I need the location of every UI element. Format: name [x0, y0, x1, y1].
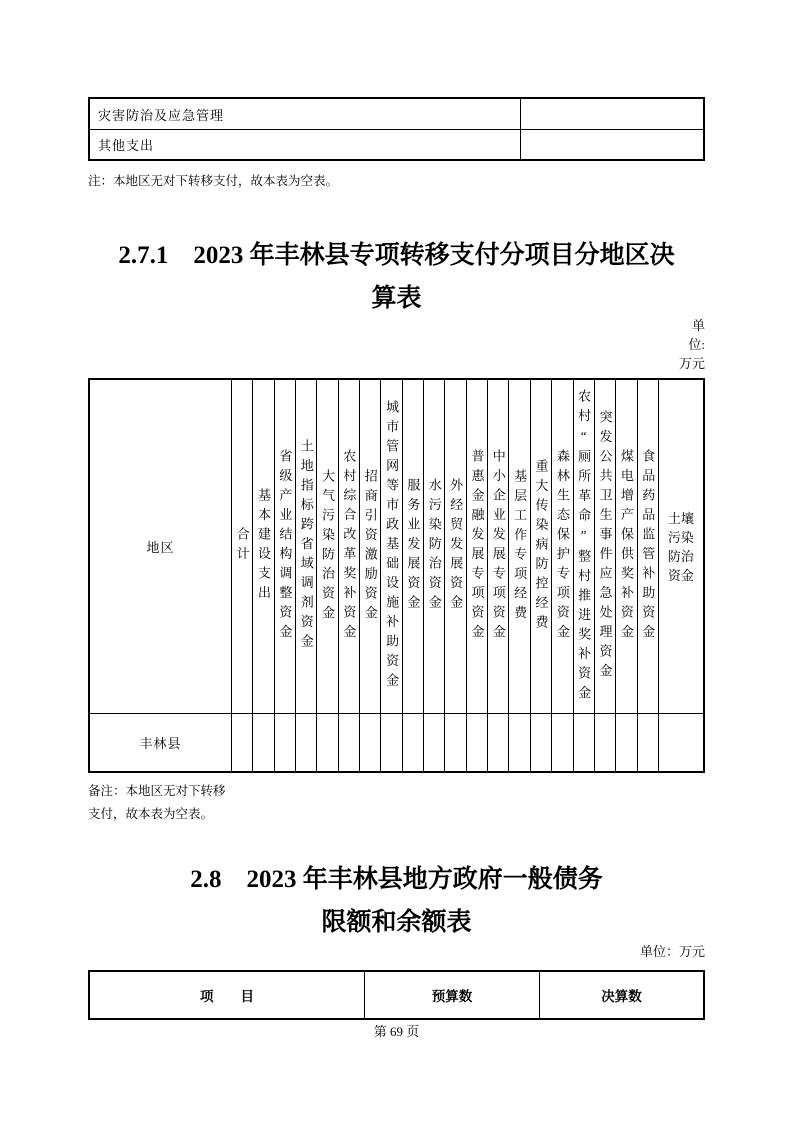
empty-data-cell: [594, 714, 615, 771]
column-header-cell: [295, 380, 316, 713]
column-header-label: 服务业发展资金: [405, 478, 421, 615]
column-header-label: 农村综合改革奖补资金: [341, 449, 357, 644]
column-header-cell: [423, 380, 444, 713]
column-header-cell: [508, 380, 529, 713]
empty-value-cell: [520, 99, 703, 129]
column-header-label: 水污染防治资金: [426, 478, 442, 615]
column-header-cell: [594, 380, 615, 713]
section-28-title: [88, 858, 705, 944]
transfer-table-data-row: [90, 713, 703, 771]
column-header-cell: [444, 380, 465, 713]
column-header-label: 森林生态保护专项资金: [554, 449, 570, 644]
empty-data-cell: [466, 714, 487, 771]
empty-data-cell: [402, 714, 423, 771]
column-header-label: 食品药品监管补助资金: [640, 449, 656, 644]
column-header-label: 合计: [234, 527, 250, 566]
column-header-label: 城市管网等市政基础设施补助资金: [384, 400, 400, 693]
empty-data-cell: [658, 714, 703, 771]
transfer-table-note-line2: 支付，故本表为空表。: [88, 807, 214, 821]
empty-data-cell: [487, 714, 508, 771]
section-271-title-line2: 算表: [371, 285, 422, 312]
unit-label-line: 万元: [678, 356, 705, 371]
column-header-label: 省级产业结构调整资金: [277, 449, 293, 644]
transfer-table-note-line1: 备注：本地区无对下转移: [88, 784, 226, 798]
empty-data-cell: [423, 714, 444, 771]
unit-label-271: [88, 316, 705, 373]
column-header-cell: [487, 380, 508, 713]
column-header-cell: [551, 380, 572, 713]
column-header-cell: [252, 380, 273, 713]
column-header-label: 中小企业发展专项资金: [490, 449, 506, 644]
unit-label-line: 单: [691, 318, 705, 333]
column-header-cell: [380, 380, 401, 713]
transfer-table-note: [88, 780, 388, 826]
column-header-cell: [530, 380, 551, 713]
column-header-cell: [466, 380, 487, 713]
transfer-table-header-row: [90, 380, 703, 713]
page-number: 第 69 页: [373, 1024, 420, 1039]
transfer-payment-table: [88, 378, 705, 773]
empty-data-cell: [252, 714, 273, 771]
empty-data-cell: [508, 714, 529, 771]
debt-table-header-budget: 预算数: [364, 972, 539, 1018]
empty-data-cell: [380, 714, 401, 771]
empty-data-cell: [231, 714, 252, 771]
column-header-cell: [573, 380, 594, 713]
debt-table: [88, 970, 705, 1020]
section-28-title-line1: 2.8 2023 年丰林县地方政府一般债务: [190, 866, 603, 893]
region-data-cell: 丰林县: [139, 736, 182, 751]
column-header-label: 大气污染防治资金: [320, 468, 336, 625]
column-header-cell: [316, 380, 337, 713]
section-271-title-line1: 2.7.1 2023 年丰林县专项转移支付分项目分地区决: [118, 242, 675, 269]
unit-label-line: 位:: [688, 337, 705, 352]
column-header-label: 招商引资激励资金: [362, 468, 378, 625]
column-header-label: 土地指标跨省域调剂资金: [298, 439, 314, 654]
table-note: 注：本地区无对下转移支付，故本表为空表。: [88, 174, 339, 188]
column-header-label: 煤电增产保供奖补资金: [618, 449, 634, 644]
column-header-label: 普惠金融发展专项资金: [469, 449, 485, 644]
empty-value-cell: [520, 130, 703, 159]
column-header-label: 重大传染病防控经费: [533, 458, 549, 635]
column-header-label: 土壤污染防治资金: [667, 510, 694, 583]
column-header-label: 基本建设支出: [256, 488, 272, 605]
section-271-title: [88, 234, 705, 320]
row-label: 灾害防治及应急管理: [98, 107, 225, 123]
column-header-label: 外经贸发展资金: [448, 478, 464, 615]
section-28-title-line2: 限额和余额表: [321, 909, 472, 936]
column-header-label: 基层工作专项经费: [512, 468, 528, 625]
column-header-cell: [637, 380, 658, 713]
table-row: [90, 99, 703, 129]
empty-data-cell: [316, 714, 337, 771]
empty-data-cell: [444, 714, 465, 771]
debt-table-header-final: 决算数: [539, 972, 703, 1018]
expenditure-table-fragment: [88, 97, 705, 161]
empty-data-cell: [551, 714, 572, 771]
column-header-cell: [402, 380, 423, 713]
row-label: 其他支出: [98, 138, 155, 153]
empty-data-cell: [637, 714, 658, 771]
empty-data-cell: [573, 714, 594, 771]
empty-data-cell: [615, 714, 636, 771]
empty-data-cell: [274, 714, 295, 771]
table-row: [90, 129, 703, 159]
column-header-cell: [615, 380, 636, 713]
column-header-cell: [231, 380, 252, 713]
empty-data-cell: [530, 714, 551, 771]
region-header-cell: 地区: [146, 540, 175, 555]
column-header-cell: [658, 380, 703, 713]
column-header-label: 农村“厕所革命”整村推进奖补资金: [576, 388, 592, 705]
column-header-cell: [274, 380, 295, 713]
empty-data-cell: [295, 714, 316, 771]
empty-data-cell: [359, 714, 380, 771]
column-header-cell: [338, 380, 359, 713]
empty-data-cell: [338, 714, 359, 771]
column-header-label: 突发公共卫生事件应急处理资金: [597, 410, 613, 683]
unit-label-28: 单位：万元: [639, 944, 705, 959]
debt-table-header-item: 项 目: [200, 989, 254, 1004]
column-header-cell: [359, 380, 380, 713]
